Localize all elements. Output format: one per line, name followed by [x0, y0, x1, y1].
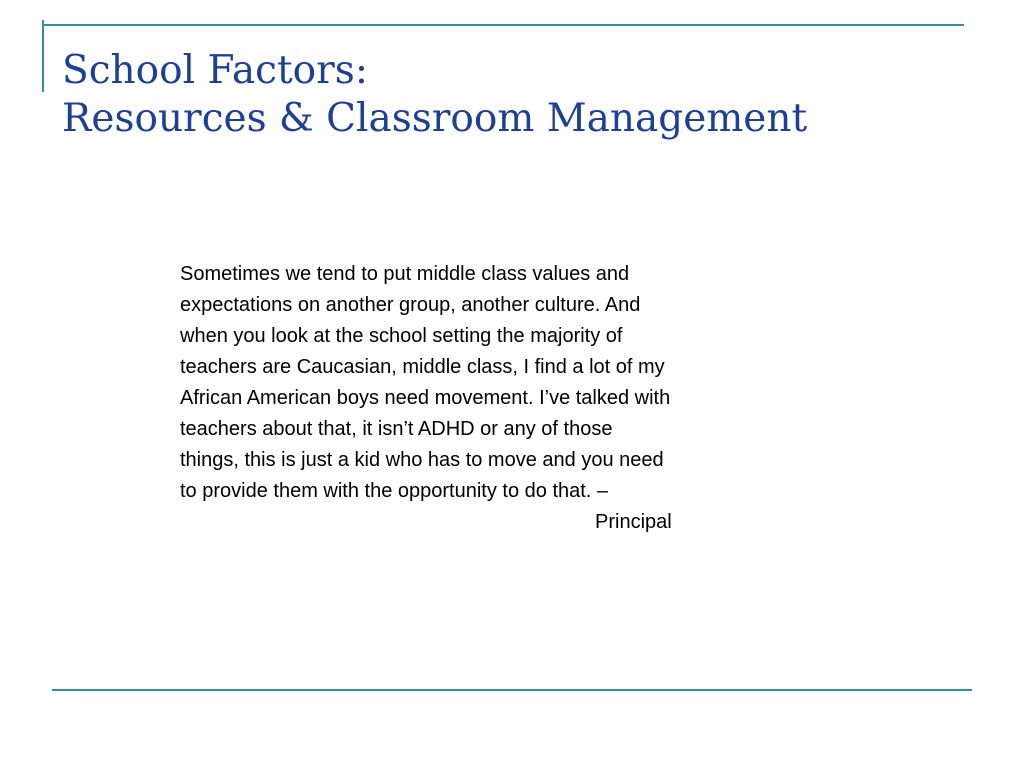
- title-line-2: Resources & Classroom Management: [62, 96, 808, 141]
- title-line-1: School Factors:: [62, 48, 368, 93]
- quote-attribution: Principal: [595, 511, 672, 533]
- quote-line-3: when you look at the school setting the majority of: [180, 325, 623, 347]
- quote-line-8: to provide them with the opportunity to do that. –: [180, 480, 609, 502]
- quote-line-2: expectations on another group, another culture. And: [180, 294, 641, 316]
- footer-divider-line: [52, 689, 972, 691]
- quote-text: [180, 259, 820, 538]
- title-accent-vertical-line: [42, 20, 44, 92]
- quote-line-1: Sometimes we tend to put middle class values and: [180, 263, 630, 285]
- quote-line-5: African American boys need movement. I’ve talked with: [180, 387, 671, 409]
- quote-line-4: teachers are Caucasian, middle class, I find a lot of my: [180, 356, 665, 378]
- quote-line-6: teachers about that, it isn’t ADHD or any of those: [180, 418, 613, 440]
- quote-line-7: things, this is just a kid who has to move and you need: [180, 449, 664, 471]
- slide-title: [62, 47, 807, 143]
- title-accent-horizontal-line: [42, 24, 964, 26]
